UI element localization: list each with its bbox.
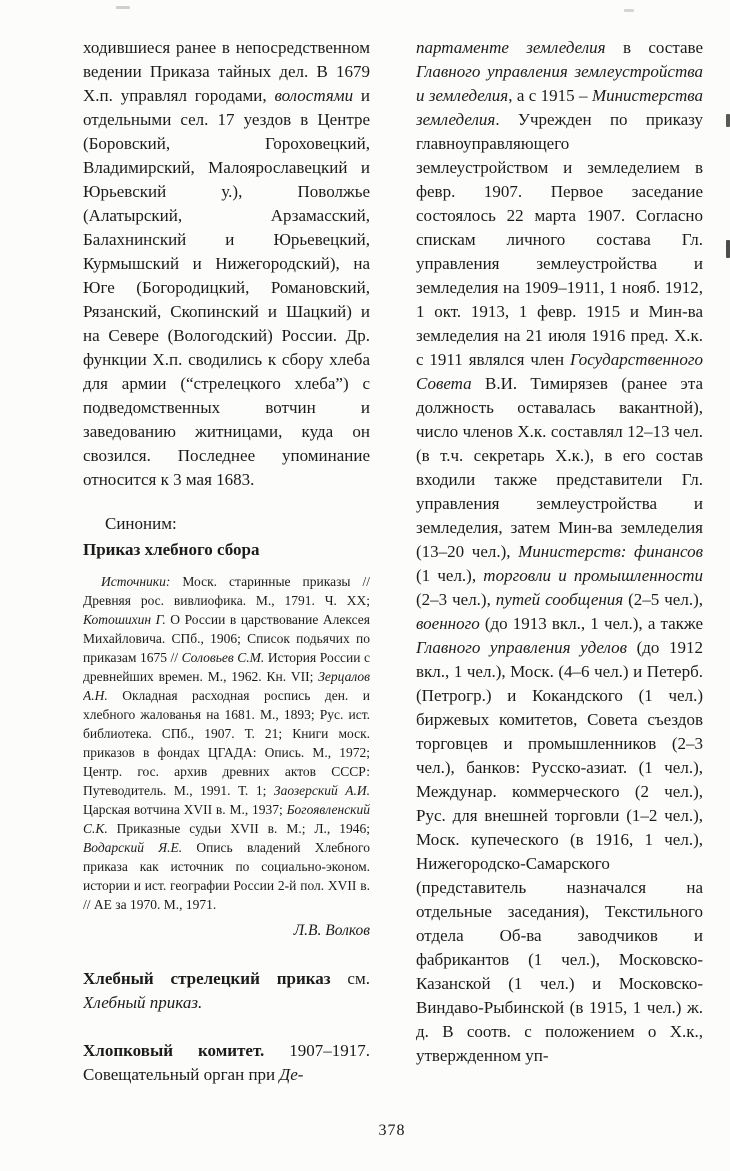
text-run: (до 1913 вкл., 1 чел.), а также [479,614,703,633]
entry-khlopkovy-komitet [83,1039,370,1087]
page-number: 378 [378,1122,406,1139]
right-column [416,36,703,1116]
text-run: волостями [274,86,354,105]
text-run: Соловьев С.М. [181,650,265,665]
synonym-label [83,512,370,536]
text-run: Источники: [101,574,171,589]
text-columns [83,36,703,1116]
text-run: Царская вотчина XVII в. М., 1937; [83,802,287,817]
scan-artifact [726,240,730,258]
scan-artifact [624,9,634,12]
text-run: История России с древнейших времен. М., 1962. Кн. VII; [83,650,370,684]
text-run: , а с 1915 – [508,86,592,105]
text-run: Опись владений Хлебного приказа как источник по социально-эконом. истории и ист. географии России 2-й пол. XVII в. // АЕ за 1970. М., 1971. [83,840,370,912]
text-run: Де- [279,1065,304,1084]
text-run: . Учрежден по приказу главноуправляющего землеустройством и земледелием в февр. 1907. Первое заседание состоялось 22 марта 1907. Согласно спискам личного состава Гл. управления землеустройства и земледелия на 1909–1911, 1 нояб. 1912, 1 окт. 1913, 1 февр. 1915 и Мин-ва земледелия на 21 июля 1916 пред. Х.к. с 1911 являлся член [416,110,703,369]
author-signature [83,919,370,943]
text-run: Заозерский А.И. [273,783,370,798]
text-run: Министерства земледелия [416,86,703,129]
text-run: Богоявленский С.К. [83,802,370,836]
text-run: О России в царствование Алексея Михайловича. СПб., 1906; Список подьячих по приказам 1675 // [83,612,370,665]
scan-artifact [726,114,730,127]
text-run: (до 1912 вкл., 1 чел.), Моск. (4–6 чел.) и Петерб. (Петрогр.) и Кокандского (1 чел.) биржевых комитетов, Совета съездов торговцев и промышленников (2–3 чел.), банков: Русско-азиат. (1 чел.), Междунар. коммерческого (2 чел.), Рус. для внешней торговли (1–2 чел.), Моск. купеческого (в 1916, 1 чел.), Нижегородско-Самарского (представитель назначался на отдельные заседания), Текстильного отдела Об-ва заводчиков и фабрикантов (1 чел.), Московско-Казанской (1 чел.) и Московско-Виндаво-Рыбинской (в 1915, 1 чел.) ж. д. В соотв. с положением о Х.к., утвержденном уп- [416,638,703,1065]
text-run: Хлопковый комитет. [83,1041,265,1060]
text-run: Окладная расходная роспись ден. и хлебного жалованья на 1681. М., 1893; Рус. ист. библиотека. СПб., 1907. Т. 21; Книги моск. приказов в фондах ЦГАДА: Опись. М., 1972; Центр. гос. архив древних актов СССР: Путеводитель. М., 1991. Т. 1; [83,688,370,798]
entry-khlopkovy-komitet-continuation [416,36,703,1068]
entry-khlebny-prikaz-continuation [83,36,370,492]
sources-paragraph [83,572,370,914]
text-run: ходившиеся ранее в непосредственном ведении Приказа тайных дел. В 1679 Х.п. управлял городами, [83,38,370,105]
text-run: путей сообщения [495,590,624,609]
text-run: Приказные судьи XVII в. М.; Л., 1946; [107,821,370,836]
text-run: Главного управления уделов [416,638,628,657]
entry-khlebny-streletsky-prikaz [83,967,370,1015]
text-run: Котошихин Г. [83,612,166,627]
text-run: (2–3 чел.), [416,590,496,609]
text-run: Хлебный стрелецкий приказ [83,969,331,988]
text-run: В.И. Тимирязев (ранее эта должность оставалась вакантной), число членов Х.к. составлял 12–13 чел. (в т.ч. секретарь Х.к.), в его состав входили также представители Гл. управления землеустройства и земледелия, затем Мин-ва земледелия (13–20 чел.), [416,374,703,561]
scan-artifact [116,6,130,9]
text-run: Моск. старинные приказы // Древняя рос. вивлиофика. М., 1791. Ч. XX; [83,574,370,608]
text-run: военного [416,614,480,633]
text-run: Главного управления землеустройства и земледелия [416,62,703,105]
text-run: Л.В. Волков [293,922,370,939]
text-run: Государственного Совета [416,350,703,393]
text-run: (1 чел.), [416,566,484,585]
text-run: в составе [605,38,703,57]
text-run: Хлебный приказ. [83,993,203,1012]
text-run: Синоним: [105,514,177,533]
synonym-title [83,538,370,562]
text-run: 1907–1917. Совещательный орган при [83,1041,370,1084]
left-column [83,36,370,1116]
text-run: Министерств: финансов [518,542,703,561]
text-run: Водарский Я.Е. [83,840,183,855]
text-run: см. [330,969,370,988]
text-run: Зерцалов А.Н. [83,669,370,703]
text-run: торговли и промышленности [483,566,703,585]
text-run: и отдельными сел. 17 уездов в Центре (Боровский, Гороховецкий, Владимирский, Малоярославецкий и Юрьевский у.), Поволжье (Алатырский, Арзамасский, Балахнинский и Юрьевецкий, Курмышский и Нижегородский), на Юге (Богородицкий, Романовский, Рязанский, Скопинский и Шацкий) и на Севере (Вологодский) России. Др. функции Х.п. сводились к сбору хлеба для армии (“стрелецкого хлеба”) с подведомственных вотчин и заведованию житницами, куда он свозился. Последнее упоминание относится к 3 мая 1683. [83,86,370,489]
text-run: (2–5 чел.), [623,590,703,609]
text-run: Приказ хлебного сбора [83,540,260,559]
text-run: партаменте земледелия [416,38,606,57]
